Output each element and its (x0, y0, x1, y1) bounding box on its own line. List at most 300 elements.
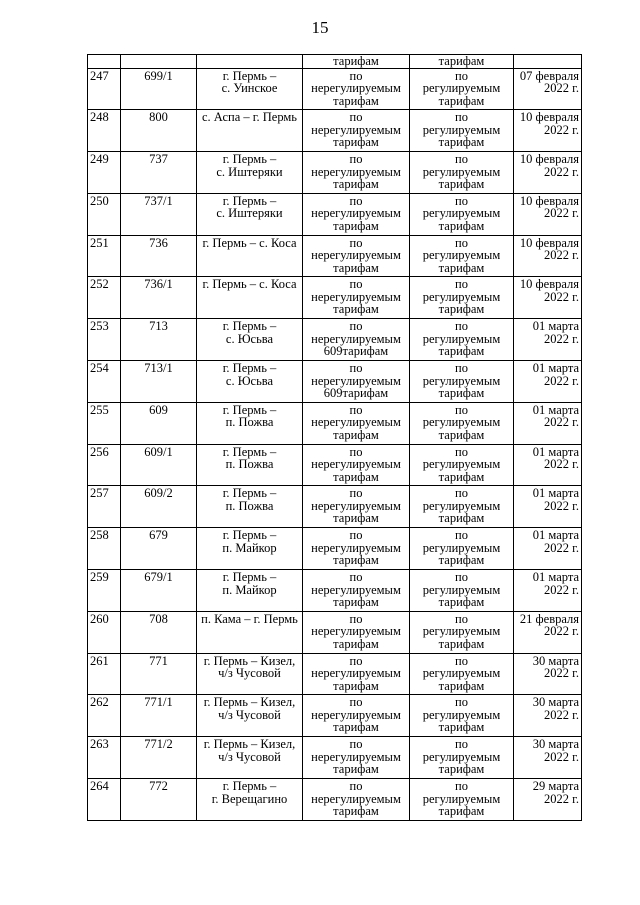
cell-tariff-regulated-line: по (455, 570, 468, 585)
table-row (88, 110, 582, 152)
cell-date-line: 2022 г. (544, 373, 579, 388)
cell-date-line: 2022 г. (544, 707, 579, 722)
cell-tariff-regulated (410, 319, 514, 361)
cell-route-name (197, 68, 303, 110)
cell-date (514, 570, 582, 612)
cell-tariff-unregulated (303, 110, 410, 152)
cell-route-code: 699/1 (121, 68, 197, 110)
cell-date-line: 2022 г. (544, 624, 579, 639)
cell-number (88, 55, 121, 69)
cell-tariff-regulated-line: регулируемым (422, 791, 501, 806)
cell-route-name-line: г. Пермь – (222, 486, 277, 501)
cell-date (514, 193, 582, 235)
cell-number: 254 (88, 361, 121, 403)
cell-tariff-unregulated-line: тарифам (333, 469, 379, 484)
cell-date (514, 277, 582, 319)
table-row (88, 444, 582, 486)
cell-route-name-line: п. Майкор (222, 540, 277, 555)
cell-tariff-regulated-line: регулируемым (422, 749, 501, 764)
cell-tariff-unregulated (303, 152, 410, 194)
cell-date-line: 2022 г. (544, 331, 579, 346)
cell-route-name-line: ч/з Чусовой (218, 707, 281, 722)
cell-route-name-line: г. Пермь – с. Коса (202, 277, 297, 292)
cell-tariff-unregulated-line: по (349, 528, 363, 543)
cell-number: 257 (88, 486, 121, 528)
cell-tariff-unregulated-line: по (349, 444, 363, 459)
cell-date (514, 55, 582, 69)
cell-route-code: 737 (121, 152, 197, 194)
cell-tariff-unregulated-line: тарифам (333, 678, 379, 693)
cell-number: 260 (88, 611, 121, 653)
cell-number: 250 (88, 193, 121, 235)
cell-date-line: 2022 г. (544, 457, 579, 472)
cell-route-name (197, 653, 303, 695)
cell-date-line: 2022 г. (544, 498, 579, 513)
cell-tariff-unregulated: тарифам (303, 55, 410, 69)
cell-tariff-regulated-line: тарифам (438, 469, 485, 484)
cell-route-code (121, 55, 197, 69)
cell-route-name-line: п. Пожва (225, 498, 274, 513)
cell-number: 263 (88, 737, 121, 779)
cell-route-name (197, 444, 303, 486)
cell-tariff-regulated-line: регулируемым (422, 582, 501, 597)
cell-number: 256 (88, 444, 121, 486)
cell-route-name (197, 570, 303, 612)
cell-number: 248 (88, 110, 121, 152)
cell-date-line: 01 марта (532, 486, 579, 501)
cell-tariff-regulated-line: по (455, 68, 468, 83)
cell-tariff-unregulated-line: тарифам (333, 553, 379, 568)
cell-tariff-unregulated (303, 235, 410, 277)
cell-tariff-unregulated (303, 444, 410, 486)
cell-tariff-regulated (410, 277, 514, 319)
cell-tariff-regulated (410, 695, 514, 737)
cell-tariff-regulated-line: по (455, 528, 468, 543)
cell-date-line: 10 февраля (519, 235, 579, 250)
cell-tariff-regulated-line: тарифам (438, 720, 485, 735)
table-row (88, 486, 582, 528)
cell-tariff-regulated-line: по (455, 444, 468, 459)
cell-tariff-regulated-line: регулируемым (422, 373, 501, 388)
cell-route-name (197, 55, 303, 69)
cell-tariff-regulated-line: тарифам (438, 260, 485, 275)
table-row (88, 235, 582, 277)
cell-date-line: 2022 г. (544, 289, 579, 304)
cell-number: 261 (88, 653, 121, 695)
cell-tariff-regulated-line: по (455, 611, 468, 626)
cell-date-line: 30 марта (532, 653, 579, 668)
cell-tariff-regulated-line: тарифам (438, 678, 485, 693)
cell-route-name-line: п. Пожва (225, 415, 274, 430)
cell-route-name-line: г. Верещагино (211, 791, 288, 806)
cell-tariff-regulated-line: по (455, 110, 468, 125)
cell-date (514, 779, 582, 821)
cell-number: 264 (88, 779, 121, 821)
cell-date-line: 30 марта (532, 737, 579, 752)
cell-tariff-regulated (410, 235, 514, 277)
cell-route-name-line: с. Юсьва (225, 373, 274, 388)
cell-date (514, 737, 582, 779)
cell-route-name (197, 361, 303, 403)
cell-tariff-regulated (410, 402, 514, 444)
table-continuation-row (88, 55, 582, 69)
cell-route-code: 736/1 (121, 277, 197, 319)
cell-tariff-regulated-line: тарифам (438, 427, 485, 442)
cell-date (514, 402, 582, 444)
cell-number: 247 (88, 68, 121, 110)
cell-tariff-regulated (410, 611, 514, 653)
cell-tariff-unregulated (303, 528, 410, 570)
cell-route-name-line: г. Пермь – Кизел, (203, 695, 296, 710)
cell-route-name (197, 695, 303, 737)
cell-route-name-line: п. Пожва (225, 457, 274, 472)
cell-tariff-unregulated-line: по (349, 402, 363, 417)
cell-tariff-unregulated-line: тарифам (333, 218, 379, 233)
cell-tariff-unregulated-line: нерегулируемым (311, 373, 401, 388)
cell-tariff-regulated-line: по (455, 277, 468, 292)
table-row (88, 319, 582, 361)
table-row (88, 68, 582, 110)
cell-tariff-unregulated-line: по (349, 486, 363, 501)
cell-tariff-unregulated-line: нерегулируемым (311, 164, 401, 179)
cell-tariff-regulated (410, 361, 514, 403)
cell-date-line: 2022 г. (544, 415, 579, 430)
cell-tariff-unregulated-line: по (349, 570, 363, 585)
cell-tariff-regulated-line: регулируемым (422, 540, 501, 555)
cell-tariff-regulated-line: по (455, 361, 468, 376)
cell-date (514, 528, 582, 570)
cell-tariff-unregulated (303, 486, 410, 528)
cell-number: 259 (88, 570, 121, 612)
cell-date-line: 2022 г. (544, 666, 579, 681)
cell-tariff-unregulated-line: тарифам (333, 720, 379, 735)
cell-route-code: 679/1 (121, 570, 197, 612)
cell-date-line: 10 февраля (519, 110, 579, 125)
cell-route-code: 609/2 (121, 486, 197, 528)
cell-tariff-regulated (410, 444, 514, 486)
cell-tariff-unregulated (303, 653, 410, 695)
cell-tariff-regulated-line: тарифам (438, 595, 485, 610)
cell-tariff-unregulated-line: по (349, 110, 363, 125)
cell-tariff-regulated-line: тарифам (438, 386, 485, 401)
cell-tariff-unregulated-line: по (349, 695, 363, 710)
cell-date (514, 110, 582, 152)
cell-tariff-unregulated-line: нерегулируемым (311, 624, 401, 639)
cell-tariff-unregulated-line: нерегулируемым (311, 81, 401, 95)
cell-route-code: 679 (121, 528, 197, 570)
cell-route-name-line: с. Юсьва (225, 331, 274, 346)
cell-route-code: 736 (121, 235, 197, 277)
cell-route-code: 771 (121, 653, 197, 695)
cell-route-name (197, 193, 303, 235)
cell-date (514, 486, 582, 528)
cell-tariff-unregulated (303, 570, 410, 612)
cell-date-line: 21 февраля (519, 611, 579, 626)
cell-date-line: 10 февраля (519, 193, 579, 208)
cell-tariff-regulated (410, 193, 514, 235)
cell-date-line: 2022 г. (544, 164, 579, 179)
cell-tariff-regulated-line: тарифам (438, 511, 485, 526)
cell-date-line: 07 февраля (519, 68, 579, 83)
cell-tariff-unregulated-line: тарифам (333, 260, 379, 275)
cell-route-name (197, 737, 303, 779)
cell-route-name (197, 110, 303, 152)
cell-tariff-regulated (410, 486, 514, 528)
cell-tariff-regulated-line: по (455, 193, 468, 208)
cell-tariff-unregulated-line: нерегулируемым (311, 415, 401, 430)
cell-route-name (197, 152, 303, 194)
cell-tariff-unregulated-line: по (349, 779, 363, 794)
cell-route-code: 713 (121, 319, 197, 361)
cell-tariff-regulated-line: тарифам (438, 553, 485, 568)
cell-tariff-regulated-line: по (455, 319, 468, 334)
cell-route-name-line: с. Уинское (221, 81, 278, 95)
cell-tariff-unregulated-line: по (349, 193, 363, 208)
cell-date-line: 01 марта (532, 444, 579, 459)
table-row (88, 611, 582, 653)
cell-route-name-line: г. Пермь – (222, 402, 277, 417)
cell-number: 249 (88, 152, 121, 194)
cell-date-line: 29 марта (532, 779, 579, 794)
cell-route-name-line: ч/з Чусовой (218, 749, 281, 764)
cell-tariff-regulated (410, 152, 514, 194)
cell-tariff-unregulated-line: нерегулируемым (311, 749, 401, 764)
cell-tariff-regulated (410, 737, 514, 779)
cell-tariff-regulated-line: регулируемым (422, 331, 501, 346)
cell-tariff-regulated-line: регулируемым (422, 289, 501, 304)
cell-tariff-regulated (410, 528, 514, 570)
cell-tariff-regulated (410, 68, 514, 110)
cell-number: 253 (88, 319, 121, 361)
cell-tariff-unregulated-line: по (349, 653, 363, 668)
cell-tariff-regulated (410, 779, 514, 821)
cell-route-name (197, 779, 303, 821)
cell-tariff-regulated-line: по (455, 235, 468, 250)
cell-date-line: 2022 г. (544, 248, 579, 263)
cell-tariff-regulated (410, 110, 514, 152)
cell-date-line: 30 марта (532, 695, 579, 710)
cell-tariff-unregulated-line: нерегулируемым (311, 666, 401, 681)
cell-tariff-regulated (410, 653, 514, 695)
cell-route-code: 800 (121, 110, 197, 152)
cell-tariff-unregulated (303, 319, 410, 361)
cell-date-line: 2022 г. (544, 206, 579, 221)
cell-tariff-unregulated (303, 402, 410, 444)
cell-tariff-regulated-line: по (455, 779, 468, 794)
cell-date-line: 01 марта (532, 402, 579, 417)
table-row (88, 402, 582, 444)
cell-route-name-line: с. Иштеряки (216, 206, 283, 221)
cell-route-name (197, 235, 303, 277)
cell-route-name (197, 402, 303, 444)
cell-tariff-unregulated-line: тарифам (333, 427, 379, 442)
cell-tariff-regulated-line: регулируемым (422, 81, 501, 95)
cell-tariff-regulated-line: регулируемым (422, 415, 501, 430)
cell-tariff-unregulated (303, 611, 410, 653)
cell-tariff-unregulated-line: по (349, 68, 363, 83)
cell-route-code: 772 (121, 779, 197, 821)
cell-tariff-regulated-line: тарифам (438, 762, 485, 777)
cell-tariff-regulated-line: регулируемым (422, 206, 501, 221)
cell-route-name-line: ч/з Чусовой (218, 666, 281, 681)
cell-route-name-line: г. Пермь – (222, 779, 277, 794)
table-row (88, 193, 582, 235)
routes-table-body (88, 55, 582, 821)
cell-tariff-unregulated-line: нерегулируемым (311, 122, 401, 137)
cell-route-code: 713/1 (121, 361, 197, 403)
cell-date-line: 2022 г. (544, 122, 579, 137)
cell-route-name-line: п. Кама – г. Пермь (201, 611, 298, 626)
cell-date-line: 01 марта (532, 528, 579, 543)
cell-tariff-unregulated-line: нерегулируемым (311, 331, 401, 346)
cell-date (514, 695, 582, 737)
table-row (88, 653, 582, 695)
cell-tariff-regulated-line: регулируемым (422, 457, 501, 472)
table-row (88, 570, 582, 612)
cell-tariff-unregulated-line: по (349, 152, 363, 167)
cell-number: 252 (88, 277, 121, 319)
cell-route-name-line: с. Аспа – г. Пермь (201, 110, 297, 125)
cell-tariff-unregulated-line: нерегулируемым (311, 707, 401, 722)
cell-number: 262 (88, 695, 121, 737)
cell-route-code: 609 (121, 402, 197, 444)
cell-route-name (197, 277, 303, 319)
cell-tariff-unregulated (303, 695, 410, 737)
cell-date (514, 444, 582, 486)
table-row (88, 152, 582, 194)
cell-route-code: 771/1 (121, 695, 197, 737)
cell-date-line: 2022 г. (544, 81, 579, 95)
cell-tariff-regulated-line: тарифам (438, 135, 485, 150)
cell-route-name-line: г. Пермь – (222, 528, 277, 543)
cell-number: 258 (88, 528, 121, 570)
cell-date-line: 01 марта (532, 361, 579, 376)
cell-tariff-regulated-line: регулируемым (422, 248, 501, 263)
table-row (88, 737, 582, 779)
table-row (88, 695, 582, 737)
cell-tariff-unregulated-line: нерегулируемым (311, 582, 401, 597)
cell-route-code: 771/2 (121, 737, 197, 779)
cell-route-name-line: г. Пермь – (222, 444, 277, 459)
cell-tariff-unregulated-line: нерегулируемым (311, 289, 401, 304)
cell-tariff-unregulated-line: по (349, 361, 363, 376)
cell-tariff-regulated-line: тарифам (438, 804, 485, 819)
cell-tariff-regulated-line: тарифам (438, 344, 485, 359)
cell-date (514, 611, 582, 653)
cell-tariff-unregulated (303, 193, 410, 235)
cell-date-line: 10 февраля (519, 277, 579, 292)
cell-route-name-line: г. Пермь – Кизел, (203, 653, 296, 668)
cell-date-line: 01 марта (532, 319, 579, 334)
cell-tariff-regulated-line: тарифам (438, 177, 485, 192)
cell-route-code: 609/1 (121, 444, 197, 486)
cell-tariff-regulated-line: регулируемым (422, 164, 501, 179)
cell-tariff-unregulated (303, 779, 410, 821)
cell-tariff-regulated-line: тарифам (438, 636, 485, 651)
cell-tariff-regulated-line: по (455, 402, 468, 417)
cell-date (514, 235, 582, 277)
cell-tariff-unregulated-line: нерегулируемым (311, 248, 401, 263)
cell-route-code: 708 (121, 611, 197, 653)
cell-tariff-unregulated-line: тарифам (333, 595, 379, 610)
cell-tariff-unregulated-line: по (349, 277, 363, 292)
cell-tariff-regulated (410, 570, 514, 612)
cell-tariff-regulated-line: тарифам (438, 93, 485, 108)
cell-tariff-unregulated-line: по (349, 611, 363, 626)
cell-date (514, 653, 582, 695)
cell-route-name-line: г. Пермь – (222, 68, 277, 83)
cell-date-line: 2022 г. (544, 791, 579, 806)
table-row (88, 277, 582, 319)
cell-tariff-regulated-line: регулируемым (422, 666, 501, 681)
cell-tariff-unregulated (303, 737, 410, 779)
table-row (88, 779, 582, 821)
page-number: 15 (311, 18, 329, 37)
cell-tariff-unregulated-line: тарифам (333, 762, 379, 777)
cell-date (514, 361, 582, 403)
cell-number: 255 (88, 402, 121, 444)
cell-tariff-regulated-line: по (455, 152, 468, 167)
cell-route-name (197, 528, 303, 570)
cell-tariff-regulated-line: регулируемым (422, 498, 501, 513)
cell-tariff-unregulated-line: тарифам (333, 636, 379, 651)
cell-tariff-unregulated-line: тарифам (333, 93, 379, 108)
cell-tariff-unregulated-line: по (349, 737, 363, 752)
cell-tariff-regulated-line: по (455, 737, 468, 752)
cell-tariff-unregulated-line: тарифам (333, 804, 379, 819)
cell-number: 251 (88, 235, 121, 277)
cell-tariff-unregulated-line: 609тарифам (323, 344, 389, 359)
cell-date-line: 01 марта (532, 570, 579, 585)
cell-tariff-unregulated-line: нерегулируемым (311, 540, 401, 555)
cell-tariff-regulated-line: тарифам (438, 218, 485, 233)
cell-route-name-line: г. Пермь – (222, 361, 277, 376)
cell-tariff-regulated-line: по (455, 695, 468, 710)
cell-route-name (197, 611, 303, 653)
cell-tariff-unregulated (303, 361, 410, 403)
cell-date (514, 152, 582, 194)
cell-route-name (197, 319, 303, 361)
cell-route-name-line: г. Пермь – с. Коса (202, 235, 297, 250)
cell-tariff-regulated-line: регулируемым (422, 707, 501, 722)
cell-date-line: 10 февраля (519, 152, 579, 167)
cell-tariff-unregulated (303, 68, 410, 110)
cell-tariff-regulated: тарифам (410, 55, 514, 69)
cell-date (514, 68, 582, 110)
table-row (88, 528, 582, 570)
cell-tariff-unregulated-line: нерегулируемым (311, 498, 401, 513)
cell-tariff-unregulated-line: тарифам (333, 135, 379, 150)
cell-route-name-line: с. Иштеряки (216, 164, 283, 179)
cell-route-name (197, 486, 303, 528)
cell-tariff-regulated-line: регулируемым (422, 122, 501, 137)
cell-route-code: 737/1 (121, 193, 197, 235)
routes-table (87, 54, 582, 821)
cell-tariff-unregulated-line: нерегулируемым (311, 791, 401, 806)
cell-tariff-unregulated-line: 609тарифам (323, 386, 389, 401)
cell-date (514, 319, 582, 361)
cell-tariff-unregulated-line: тарифам (333, 177, 379, 192)
cell-route-name-line: г. Пермь – (222, 193, 277, 208)
cell-route-name-line: г. Пермь – (222, 319, 277, 334)
cell-tariff-unregulated-line: тарифам (333, 302, 379, 317)
cell-tariff-regulated-line: регулируемым (422, 624, 501, 639)
cell-route-name-line: г. Пермь – Кизел, (203, 737, 296, 752)
cell-date-line: 2022 г. (544, 540, 579, 555)
cell-tariff-regulated-line: тарифам (438, 302, 485, 317)
cell-tariff-unregulated (303, 277, 410, 319)
cell-route-name-line: п. Майкор (222, 582, 277, 597)
